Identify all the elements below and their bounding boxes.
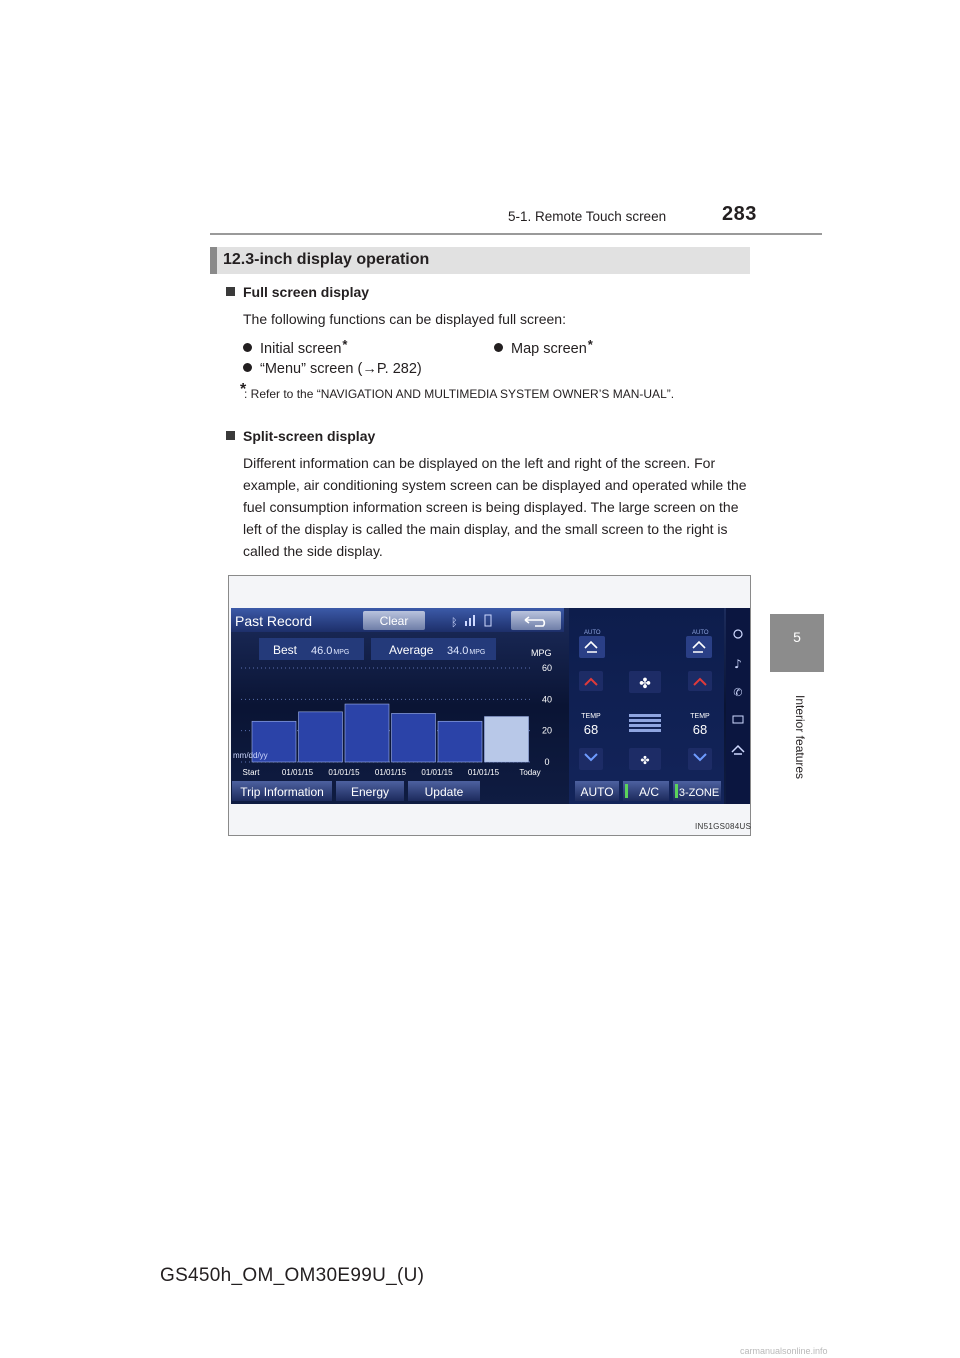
tab-trip-information[interactable] xyxy=(232,781,332,801)
footnote: * : Refer to the “NAVIGATION AND MULTIMEDIA SYSTEM OWNER’S MAN-UAL”. xyxy=(240,381,675,401)
chart-bar xyxy=(299,712,343,762)
fan-up-button[interactable] xyxy=(629,671,661,693)
section-title: 12.3-inch display operation xyxy=(223,251,430,268)
signal-icon xyxy=(465,621,467,626)
watermark: carmanualsonline.info xyxy=(740,1346,828,1356)
chart-bar xyxy=(345,704,389,762)
axis-unit-label: MPG xyxy=(531,648,552,658)
bullet-dot-icon xyxy=(243,363,252,372)
svg-text:Update: Update xyxy=(424,785,464,799)
right-airflow-button[interactable] xyxy=(686,636,712,658)
x-tick-label: 01/01/15 xyxy=(281,768,314,777)
back-button[interactable] xyxy=(511,611,561,630)
right-temp-up-button[interactable] xyxy=(688,671,712,691)
figure-code: IN51GS084US xyxy=(695,822,752,831)
bluetooth-icon: ᛒ xyxy=(451,616,458,629)
svg-text:AUTO: AUTO xyxy=(584,630,601,636)
document-footer: GS450h_OM_OM30E99U_(U) xyxy=(160,1265,425,1286)
y-tick-label: 0 xyxy=(544,757,550,767)
tab-energy[interactable] xyxy=(336,781,404,801)
fan-icon: ✤ xyxy=(639,676,651,692)
svg-text:AUTO: AUTO xyxy=(692,630,709,636)
svg-text:3-ZONE: 3-ZONE xyxy=(678,787,720,799)
chapter-tab: 5 xyxy=(770,614,824,672)
y-tick-label: 20 xyxy=(541,725,553,736)
three-zone-indicator xyxy=(675,784,678,798)
y-tick-label: 60 xyxy=(541,663,553,673)
left-temp-label: TEMP xyxy=(581,713,601,720)
clear-button[interactable] xyxy=(363,611,425,630)
x-tick-label: 01/01/15 xyxy=(374,768,407,777)
heading-accent xyxy=(210,247,217,274)
x-tick-label: Today xyxy=(519,768,541,777)
svg-text:Trip Information: Trip Information xyxy=(240,785,324,799)
full-screen-heading: Full screen display xyxy=(226,284,369,300)
x-tick-label: 01/01/15 xyxy=(467,768,500,777)
svg-text:A/C: A/C xyxy=(638,785,660,799)
svg-text:Clear: Clear xyxy=(379,614,409,628)
bullet-dot-icon xyxy=(494,343,503,352)
square-bullet-icon xyxy=(226,287,235,296)
chart-bar xyxy=(392,713,436,762)
header-rule xyxy=(210,233,822,235)
left-temp-up-button[interactable] xyxy=(579,671,603,691)
split-screen-heading: Split-screen display xyxy=(226,428,375,444)
bullet-dot-icon xyxy=(243,343,252,352)
right-temp-label: TEMP xyxy=(690,713,710,720)
auto-button[interactable] xyxy=(575,781,619,801)
bullet-initial-screen: Initial screen* xyxy=(243,337,347,357)
average-label: Average xyxy=(389,643,434,657)
bullet-menu-screen: “Menu” screen (→P. 282) xyxy=(243,361,422,377)
tab-update[interactable] xyxy=(408,781,480,801)
bullet-map-screen: Map screen* xyxy=(494,337,593,357)
x-tick-label: 01/01/15 xyxy=(421,768,453,777)
date-format-label: mm/dd/yy xyxy=(233,751,268,760)
section-heading-bar xyxy=(210,247,750,274)
split-screen-body: Different information can be displayed on the left and right of the screen. For example, air conditioning system screen can be displayed and operated while the fuel consumption information screen is being displayed. The large screen on the left of the display is called the main display, and the small screen to the right is called the side display. xyxy=(243,455,747,559)
display-screenshot xyxy=(228,575,751,836)
y-tick-label: 40 xyxy=(541,694,553,705)
audio-icon[interactable]: ♪ xyxy=(734,657,742,671)
chart-bar xyxy=(485,717,529,762)
page-number: 283 xyxy=(722,203,757,225)
best-value: 46.0MPG xyxy=(311,645,350,657)
svg-text:AUTO: AUTO xyxy=(580,785,614,799)
screen-title: Past Record xyxy=(235,613,313,629)
right-temp-down-button[interactable] xyxy=(688,748,712,770)
svg-text:Energy: Energy xyxy=(350,785,390,799)
square-bullet-icon xyxy=(226,431,235,440)
right-temp-value: 68 xyxy=(692,722,708,737)
best-label: Best xyxy=(273,643,298,657)
x-tick-label: 01/01/15 xyxy=(328,768,360,777)
x-tick-label: Start xyxy=(242,768,260,777)
fan-down-button[interactable] xyxy=(629,748,661,770)
three-zone-button[interactable] xyxy=(673,781,721,801)
chapter-tab-label: Interior features xyxy=(793,695,807,780)
left-temp-value: 68 xyxy=(583,722,599,737)
chart-bar xyxy=(438,721,482,762)
running-header-section: 5-1. Remote Touch screen xyxy=(508,209,667,224)
left-airflow-button[interactable] xyxy=(579,636,605,658)
phone-icon[interactable]: ✆ xyxy=(733,686,743,699)
full-screen-intro: The following functions can be displayed full screen: xyxy=(243,311,566,327)
ac-button[interactable] xyxy=(623,781,669,801)
fan-icon: ✤ xyxy=(640,754,650,767)
left-temp-down-button[interactable] xyxy=(579,748,603,770)
ac-indicator xyxy=(625,784,628,798)
average-value: 34.0MPG xyxy=(447,645,486,657)
